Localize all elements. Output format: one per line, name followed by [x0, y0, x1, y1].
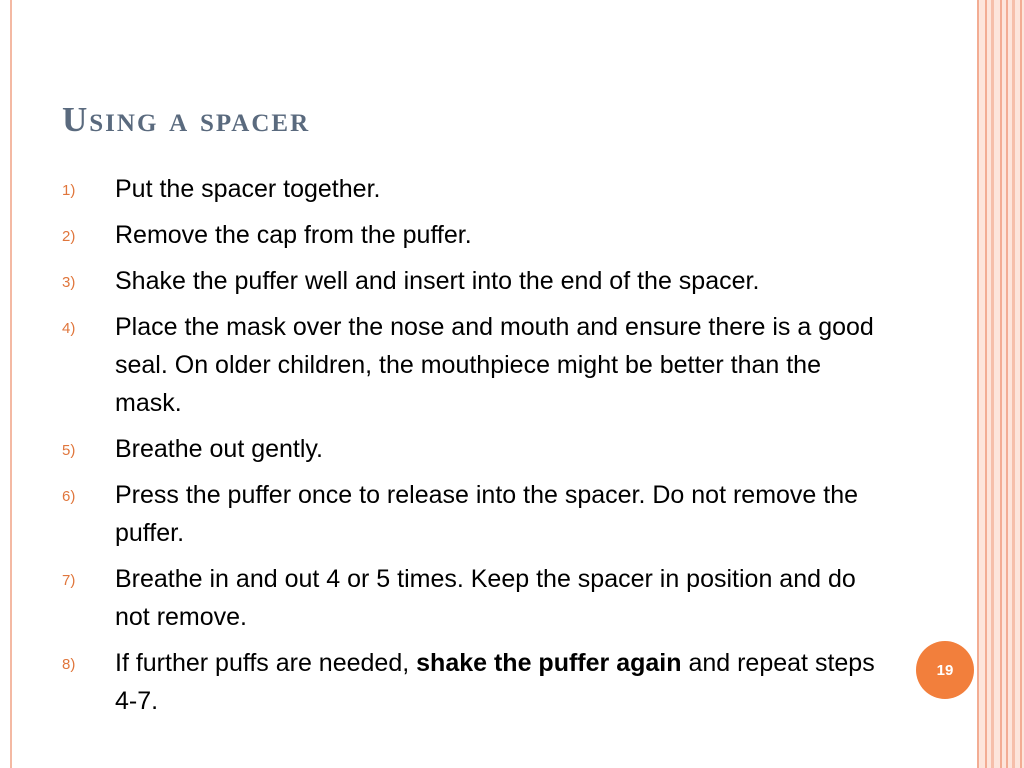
right-border-stripe	[985, 0, 987, 768]
page-number-badge	[916, 641, 974, 699]
step-text: Remove the cap from the puffer.	[115, 221, 472, 249]
step-text-start: If further puffs are needed,	[115, 649, 410, 677]
page-number: 19	[936, 661, 954, 679]
slide-title: Using a spacer	[62, 100, 311, 139]
step-text-emphasis: shake the puffer again	[416, 649, 682, 677]
right-border-stripe	[977, 0, 979, 768]
list-item-step-1	[62, 170, 892, 208]
steps-list	[62, 170, 892, 728]
step-text: Put the spacer together.	[115, 175, 381, 203]
right-border-stripe	[1020, 0, 1022, 768]
list-item-step-4	[62, 308, 892, 422]
right-border-stripe	[1006, 0, 1008, 768]
step-text-end: and repeat steps 4-7.	[115, 649, 875, 715]
step-number: 6)	[62, 488, 76, 505]
step-number: 8)	[62, 656, 76, 673]
step-text: Press the puffer once to release into the spacer. Do not remove the puffer.	[115, 481, 859, 547]
list-item-step-7	[62, 560, 892, 636]
step-number: 7)	[62, 572, 76, 589]
right-border-stripe	[991, 0, 994, 768]
step-text: Breathe in and out 4 or 5 times. Keep the spacer in position and do not remove.	[115, 565, 856, 631]
step-text: Place the mask over the nose and mouth and ensure there is a good seal. On older children, the mouthpiece might be better than the mask.	[115, 313, 874, 417]
step-number: 5)	[62, 442, 76, 459]
right-border-stripe	[1012, 0, 1015, 768]
list-item-step-8	[62, 644, 892, 720]
list-item-step-3	[62, 262, 892, 300]
step-number: 1)	[62, 182, 76, 199]
step-number: 2)	[62, 228, 76, 245]
step-text: Breathe out gently.	[115, 435, 324, 463]
step-number: 4)	[62, 320, 76, 337]
step-number: 3)	[62, 274, 76, 291]
left-border-line	[10, 0, 12, 768]
list-item-step-6	[62, 476, 892, 552]
list-item-step-5	[62, 430, 892, 468]
list-item-step-2	[62, 216, 892, 254]
step-text: Shake the puffer well and insert into the end of the spacer.	[115, 267, 760, 295]
right-border-stripe	[1000, 0, 1002, 768]
